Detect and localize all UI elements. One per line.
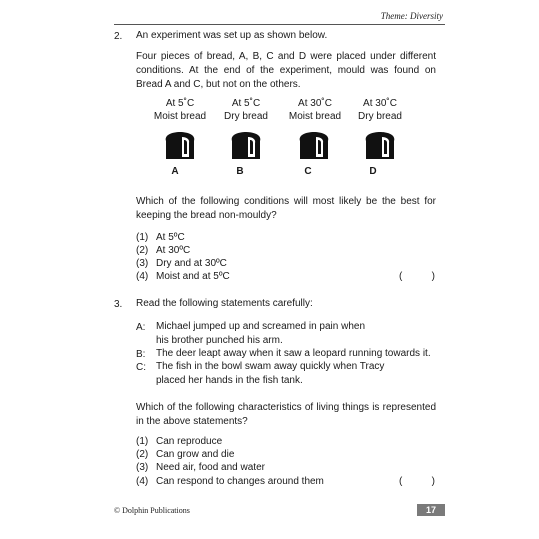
statement-c-letter: C: [136, 362, 146, 373]
statement-b-text [156, 347, 446, 361]
q2-option-3-text: Dry and at 30ºC [156, 258, 227, 269]
q2-option-2-text: At 30ºC [156, 245, 191, 256]
q2-answer-open: ( [399, 271, 403, 282]
q3-option-2-number: (2) [136, 449, 149, 460]
bread-a-state: Moist bread [153, 111, 207, 122]
q2-option-2-number: (2) [136, 245, 149, 256]
statement-c-text [156, 360, 446, 388]
header-rule [114, 24, 445, 25]
bread-icon [362, 131, 398, 161]
statement-c-line-2: placed her hands in the fish tank. [156, 375, 303, 386]
page-number: 17 [417, 504, 445, 516]
bread-c-state: Moist bread [288, 111, 342, 122]
statement-a-text [156, 320, 446, 348]
question-2-number: 2. [114, 31, 123, 42]
q2-option-4-text: Moist and at 5ºC [156, 271, 230, 282]
q2-option-3-number: (3) [136, 258, 149, 269]
q3-answer-open: ( [399, 476, 403, 487]
q3-option-2-text: Can grow and die [156, 449, 235, 460]
question-2-prompt: Which of the following conditions will most likely be the best for keeping the bread non-mouldy? [136, 196, 436, 221]
bread-a-condition [145, 97, 215, 123]
statement-b-line-1: The deer leapt away when it saw a leopard running towards it. [156, 348, 431, 359]
bread-d-label: D [369, 166, 377, 177]
bread-d-temp: At 30˚C [363, 98, 397, 109]
q3-option-3-text: Need air, food and water [156, 462, 265, 473]
bread-b-temp: At 5˚C [231, 98, 261, 109]
question-3-prompt: Which of the following characteristics of living things is represented in the above statements? [136, 402, 436, 427]
question-2-intro: An experiment was set up as shown below. [136, 30, 328, 41]
q3-option-4-text: Can respond to changes around them [156, 476, 324, 487]
statement-c-line-1: The fish in the bowl swam away quickly when Tracy [156, 361, 385, 372]
q2-answer-close: ) [431, 271, 435, 282]
bread-a-label: A [171, 166, 179, 177]
statement-a-letter: A: [136, 322, 146, 333]
bread-b-label: B [236, 166, 244, 177]
q3-option-1-number: (1) [136, 436, 149, 447]
statement-a-line-1: Michael jumped up and screamed in pain when [156, 321, 366, 332]
bread-b-condition [211, 97, 281, 123]
bread-d-condition [345, 97, 415, 123]
q2-answer-blank[interactable] [399, 271, 435, 282]
q3-answer-close: ) [431, 476, 435, 487]
theme-label: Theme: Diversity [380, 11, 443, 21]
bread-c-label: C [304, 166, 312, 177]
statement-a-line-2: his brother punched his arm. [156, 335, 283, 346]
bread-icon [162, 131, 198, 161]
question-3-intro: Read the following statements carefully: [136, 298, 313, 309]
statement-b-letter: B: [136, 349, 146, 360]
bread-c-temp: At 30˚C [298, 98, 332, 109]
question-2-description: Four pieces of bread, A, B, C and D were placed under different conditions. At the end of the experiment, mould was found on Bread A and C, but not on the others. [136, 51, 436, 90]
bread-icon [296, 131, 332, 161]
q2-option-1-text: At 5ºC [156, 232, 185, 243]
q2-option-4-number: (4) [136, 271, 149, 282]
q2-option-1-number: (1) [136, 232, 149, 243]
bread-d-state: Dry bread [358, 111, 402, 122]
bread-b-state: Dry bread [224, 111, 268, 122]
publisher-credit: © Dolphin Publications [114, 506, 190, 515]
q3-option-1-text: Can reproduce [156, 436, 223, 447]
q3-option-4-number: (4) [136, 476, 149, 487]
bread-icon [228, 131, 264, 161]
question-3-number: 3. [114, 299, 123, 310]
q3-option-3-number: (3) [136, 462, 149, 473]
bread-c-condition [280, 97, 350, 123]
q3-answer-blank[interactable] [399, 476, 435, 487]
bread-a-temp: At 5˚C [165, 98, 195, 109]
